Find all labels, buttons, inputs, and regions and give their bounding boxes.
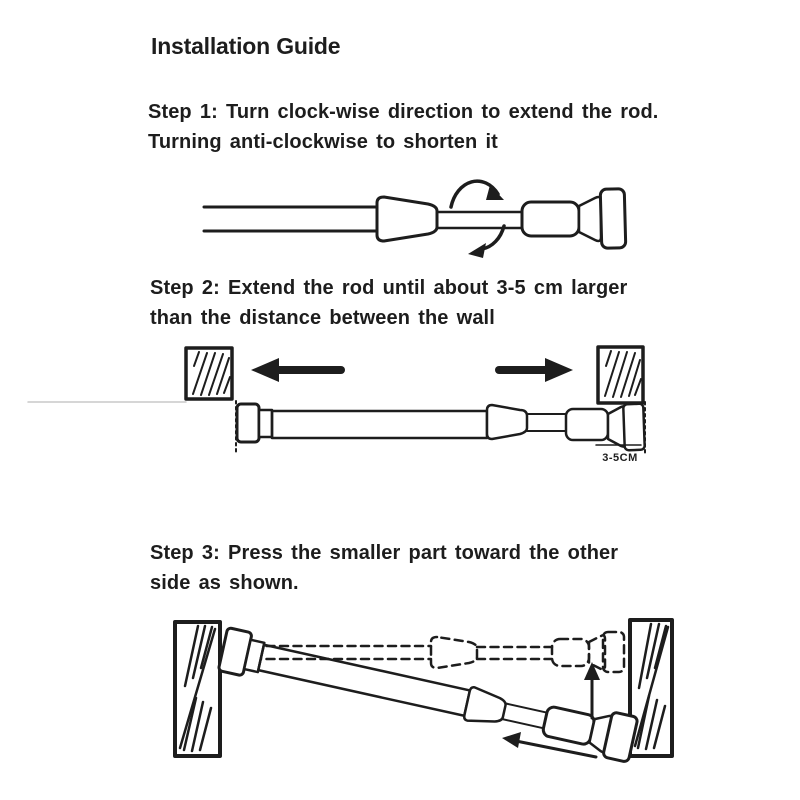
extend-left-arrow-icon: [251, 358, 341, 382]
step2-line1: Step 2: Extend the rod until about 3-5 cm larger: [150, 277, 628, 299]
dashed-grip-section: [552, 639, 589, 666]
extend-right-arrow-icon: [499, 358, 573, 382]
rod-grip-section: [542, 706, 595, 746]
step1-diagram: [204, 181, 626, 258]
step2-diagram: [28, 347, 645, 464]
rod-thin-section: [506, 704, 549, 714]
rod-collar: [259, 410, 272, 437]
dashed-taper-connector: [431, 637, 477, 668]
rod-grip-section: [566, 409, 608, 440]
wall-left: [175, 622, 220, 756]
dimension-label: 3-5CM: [602, 452, 638, 464]
rod-collar: [579, 197, 601, 241]
step1-line2: Turning anti-clockwise to shorten it: [148, 131, 498, 153]
rod-taper-connector: [377, 197, 437, 241]
rod-taper-connector: [463, 687, 507, 728]
rod-end-cap-right: [623, 404, 645, 451]
rod-thin-section: [502, 719, 545, 729]
rod-end-cap-left: [237, 404, 259, 442]
wall-left: [186, 348, 232, 399]
step3-diagram: [175, 620, 672, 762]
rod-thick-section: [204, 207, 379, 231]
step1-line1: Step 1: Turn clock-wise direction to extend the rod.: [148, 101, 659, 123]
rod-spring-section: [258, 645, 470, 716]
press-up-arrow-icon: [584, 662, 600, 718]
rod-final-position-dashed: [253, 632, 624, 672]
rod-end-cap: [600, 189, 626, 249]
step3-line2: side as shown.: [150, 572, 299, 594]
rod-grip-section: [522, 202, 579, 236]
step3-line1: Step 3: Press the smaller part toward the other: [150, 542, 619, 564]
step2-line2: than the distance between the wall: [150, 307, 495, 329]
rotation-arrow-icon: [451, 181, 504, 258]
page-title: Installation Guide: [151, 33, 341, 59]
rod-taper-connector: [487, 405, 527, 439]
rod-spring-section: [272, 411, 487, 438]
wall-right: [598, 347, 643, 403]
wall-right: [630, 620, 672, 756]
tension-rod: [236, 401, 645, 455]
